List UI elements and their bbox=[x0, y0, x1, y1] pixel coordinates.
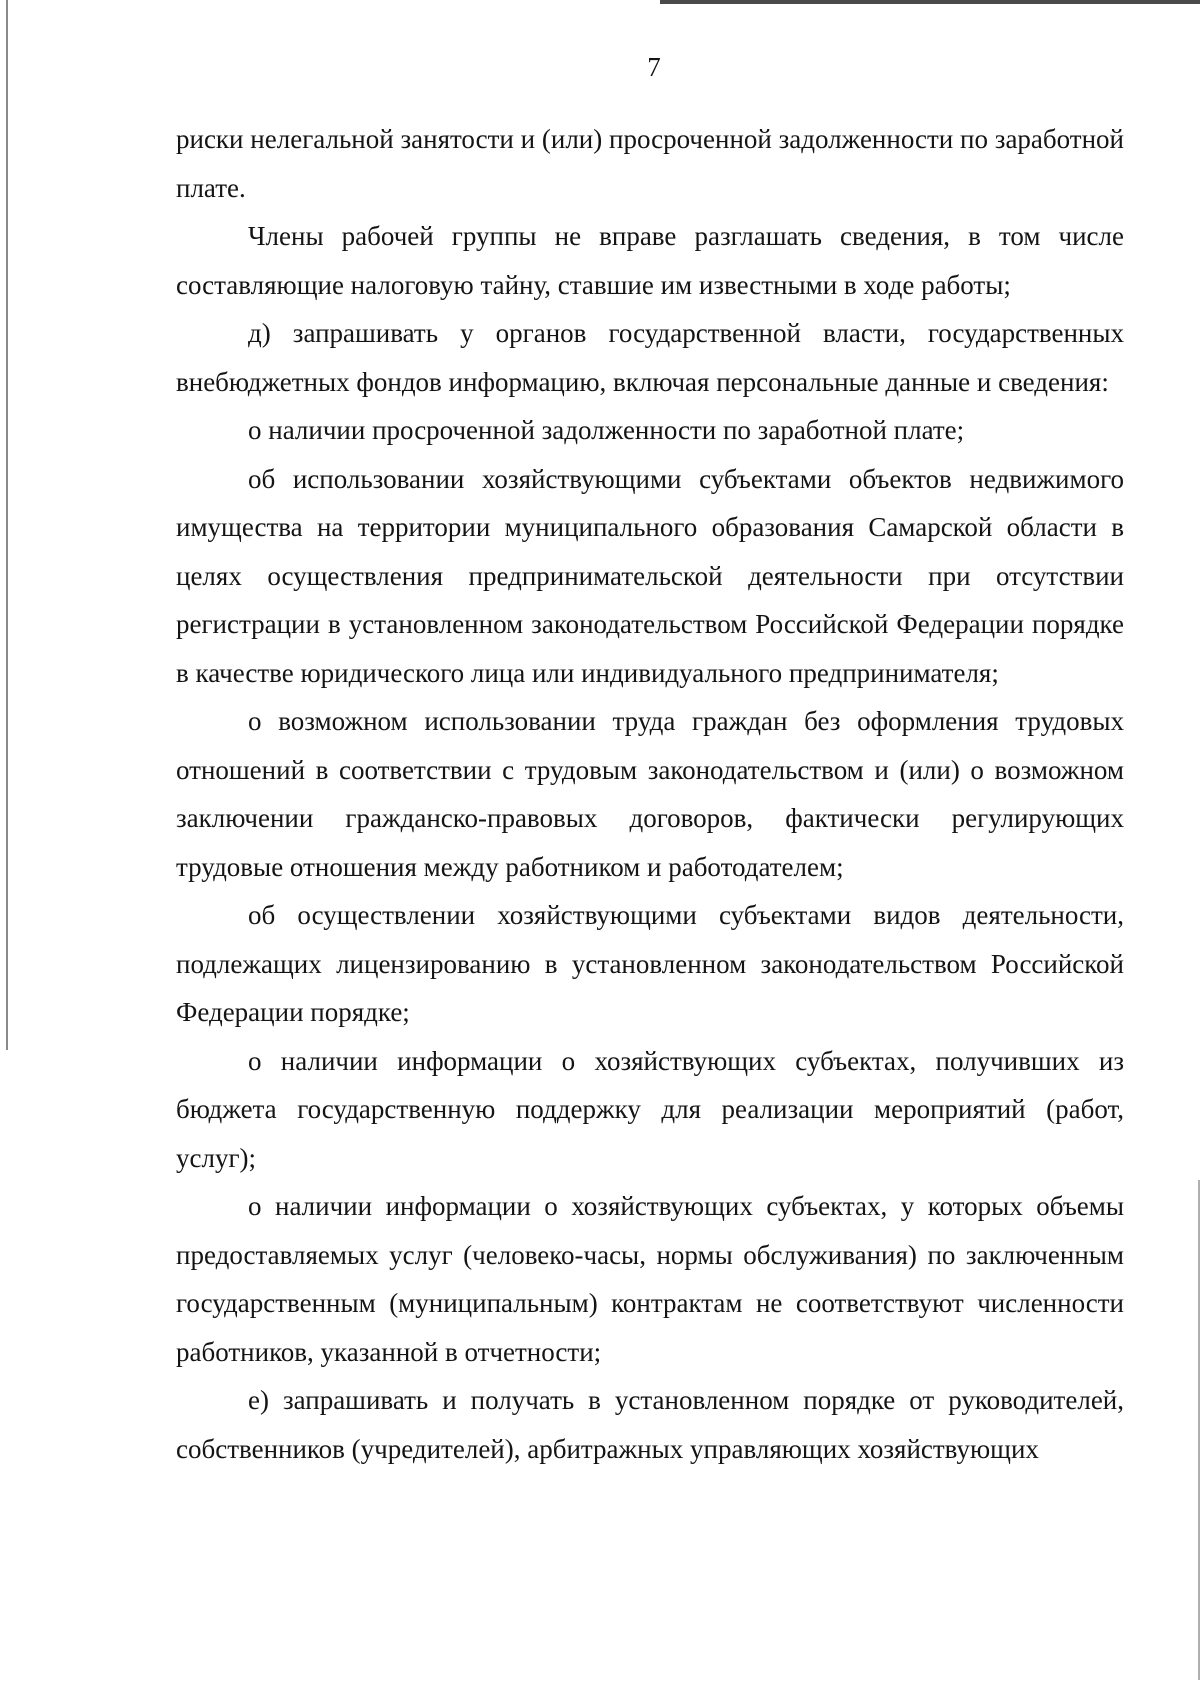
paragraph: д) запрашивать у органов государственной власти, государственных внебюджетных фондов информацию, включая персональные данные и сведения: bbox=[176, 318, 1124, 397]
document-body bbox=[176, 115, 1124, 1473]
paragraph: о возможном использовании труда граждан без оформления трудовых отношений в соответствии с трудовым законодательством и (или) о возможном заключении гражданско-правовых договоров, фактически регулирующих трудовые отношения между работником и работодателем; bbox=[176, 706, 1124, 882]
paragraph: об осуществлении хозяйствующими субъектами видов деятельности, подлежащих лицензированию в установленном законодательством Российской Федерации порядке; bbox=[176, 900, 1124, 1027]
paragraph: риски нелегальной занятости и (или) просроченной задолженности по заработной плате. bbox=[176, 124, 1124, 203]
scan-edge-left bbox=[6, 0, 8, 1050]
paragraph: о наличии просроченной задолженности по заработной плате; bbox=[248, 415, 965, 445]
paragraph: е) запрашивать и получать в установленном порядке от руководителей, собственников (учредителей), арбитражных управляющих хозяйствующих bbox=[176, 1385, 1124, 1464]
page-number: 7 bbox=[647, 52, 661, 82]
paragraph: о наличии информации о хозяйствующих субъектах, получивших из бюджета государственную поддержку для реализации мероприятий (работ, услуг); bbox=[176, 1045, 1124, 1173]
scan-edge-top bbox=[660, 0, 1200, 4]
paragraph: Члены рабочей группы не вправе разглашать сведения, в том числе составляющие налоговую тайну, ставшие им известными в ходе работы; bbox=[176, 221, 1124, 300]
paragraph: об использовании хозяйствующими субъектами объектов недвижимого имущества на территории муниципального образования Самарской области в целях осуществления предпринимательской деятельности при отсутствии регистрации в установленном законодательством Российской Федерации порядке в качестве юридического лица или индивидуального предпринимателя; bbox=[176, 463, 1124, 688]
paragraph: о наличии информации о хозяйствующих субъектах, у которых объемы предоставляемых услуг (человеко-часы, нормы обслуживания) по заключенным государственным (муниципальным) контрактам не соответствуют численности работников, указанной в отчетности; bbox=[176, 1191, 1124, 1367]
